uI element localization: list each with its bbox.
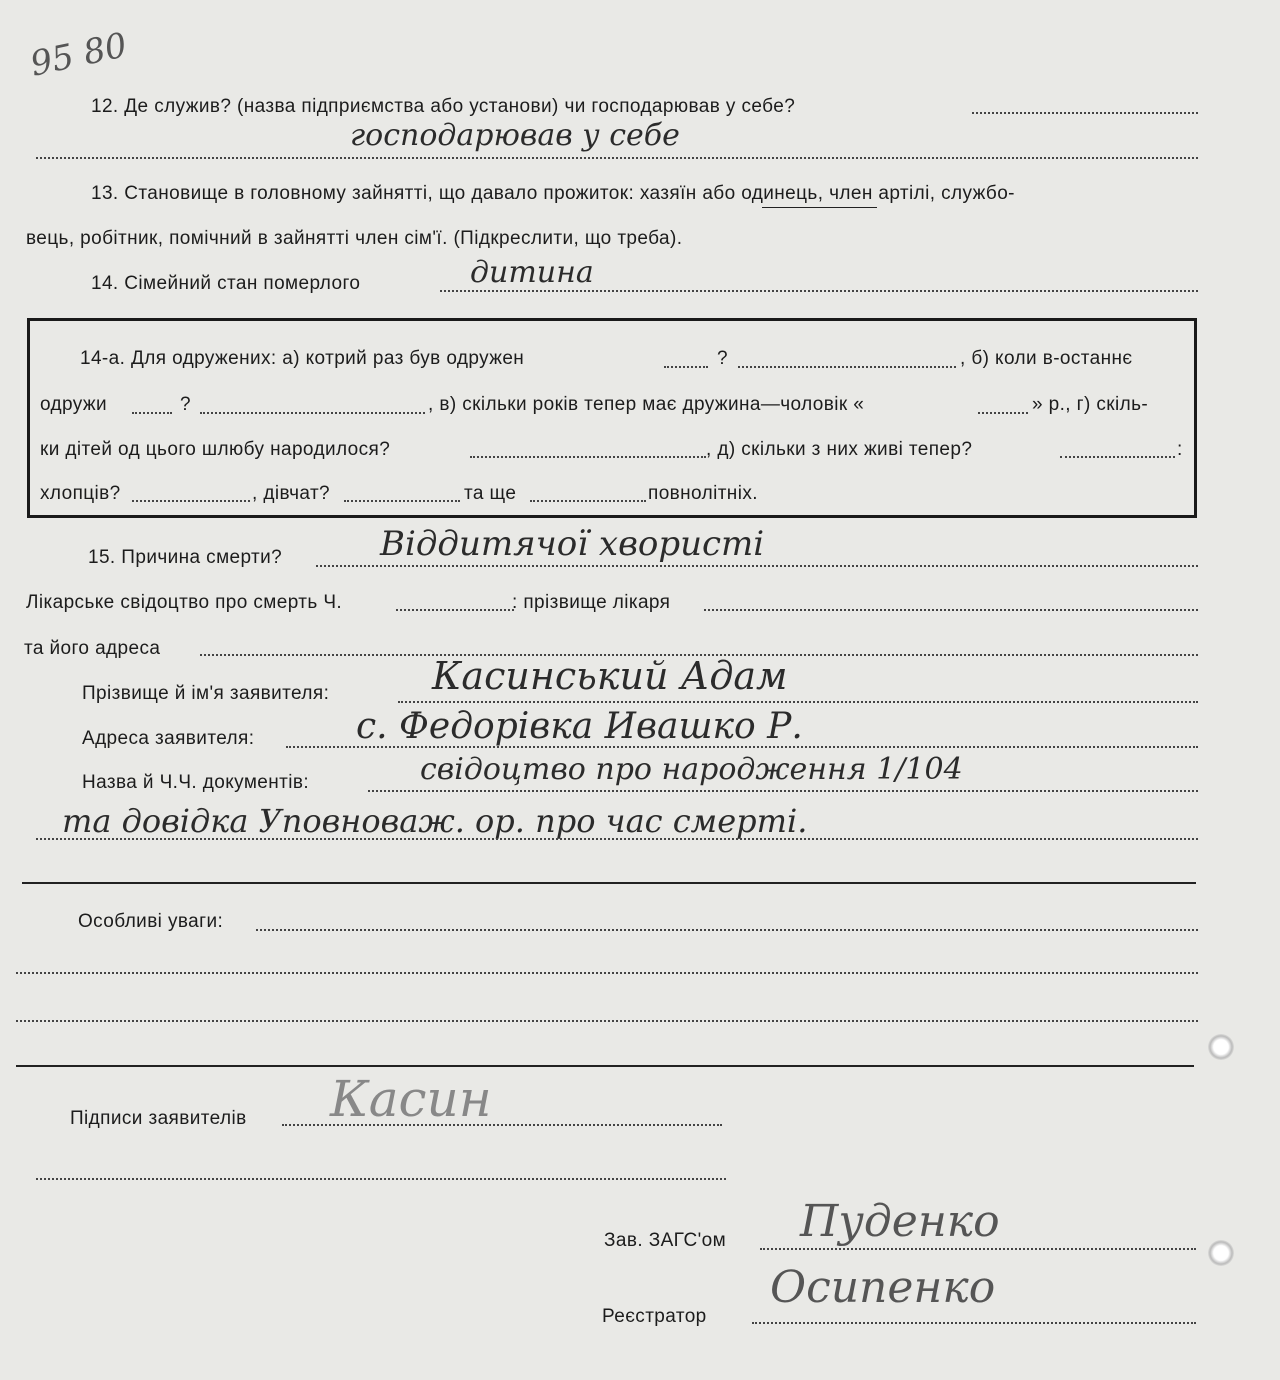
notes-dots1 — [256, 929, 1198, 931]
cert-label: Лікарське свідоцтво про смерть Ч. — [26, 592, 343, 613]
applicant-docs-dots — [368, 790, 1198, 792]
notes-dots3 — [16, 1020, 1198, 1022]
q14a-dots2 — [738, 366, 956, 368]
q14-dots — [440, 290, 1198, 292]
q14a-line4c: та ще — [464, 483, 517, 504]
section-divider-2 — [16, 1065, 1194, 1067]
head-label: Зав. ЗАГС'ом — [604, 1230, 727, 1251]
q14a-line4d: повнолітніх. — [648, 483, 758, 504]
q14a-line1a: 14-а. Для одружених: а) котрий раз був одружен — [80, 348, 525, 369]
q12-answer: господарював у себе — [350, 118, 680, 153]
q14a-line1c: , б) коли в-останнє — [960, 348, 1133, 369]
q14a-dots7 — [1060, 456, 1175, 458]
pin-hole-1 — [1208, 1034, 1234, 1060]
q14a-line2b: ? — [180, 394, 191, 415]
q14a-line4b: , дівчат? — [252, 483, 331, 504]
applicant-name-value: Касинський Адам — [432, 654, 788, 698]
q14a-dots9 — [344, 500, 460, 502]
q14a-line3c: : — [1177, 439, 1183, 460]
registrar-signature: Осипенко — [770, 1262, 996, 1313]
applicant-addr-label: Адреса заявителя: — [82, 728, 255, 749]
head-signature: Пуденко — [800, 1196, 1000, 1247]
q13-line2: вець, робітник, помічний в зайнятті член сім'ї. (Підкреслити, що треба). — [26, 228, 683, 249]
q14a-dots4 — [200, 412, 425, 414]
head-dots — [760, 1248, 1196, 1250]
registrar-label: Реєстратор — [602, 1306, 707, 1327]
q14a-line1b: ? — [717, 348, 728, 369]
q12-dots — [972, 112, 1198, 114]
notes-dots2 — [16, 972, 1198, 974]
q14a-dots5 — [978, 412, 1028, 414]
notes-label: Особливі уваги: — [78, 911, 224, 932]
pin-hole-2 — [1208, 1240, 1234, 1266]
applicant-docs-value2: та довідка Уповноваж. ор. про час смерті. — [62, 802, 808, 840]
q14a-dots1 — [664, 366, 708, 368]
applicant-signature: Касин — [330, 1070, 492, 1128]
section-divider-1 — [22, 882, 1196, 884]
q14-label: 14. Сімейний стан померлого — [91, 273, 361, 294]
q14a-line2a: одружи — [40, 394, 108, 415]
applicant-name-dots — [398, 701, 1198, 703]
applicant-docs-label: Назва й Ч.Ч. документів: — [82, 772, 310, 793]
q14-answer: дитина — [470, 255, 594, 290]
q15-dots — [316, 565, 1198, 567]
q13-underline — [762, 207, 877, 208]
q14a-line3b: , д) скільки з них живі тепер? — [706, 439, 973, 460]
corner-number: 95 80 — [26, 25, 131, 85]
q14a-dots6 — [470, 456, 706, 458]
q14a-line2d: » р., г) скіль- — [1032, 394, 1149, 415]
cert-doctor-dots — [704, 609, 1198, 611]
applicant-name-label: Прізвище й ім'я заявителя: — [82, 683, 330, 704]
q14a-dots8 — [132, 500, 250, 502]
signatures-label: Підписи заявителів — [70, 1108, 247, 1129]
address-label: та його адреса — [24, 638, 161, 659]
cert-doctor-label: : прізвище лікаря — [512, 592, 671, 613]
q14a-line2c: , в) скільки років тепер має дружина—чоловік « — [428, 394, 865, 415]
q15-answer: Віддитячої хвористі — [380, 524, 765, 564]
q12-line2 — [36, 157, 1198, 159]
signatures-dots2 — [36, 1178, 726, 1180]
cert-dots — [396, 609, 514, 611]
docs-dots2 — [36, 838, 1198, 840]
q14a-line4a: хлопців? — [40, 483, 121, 504]
applicant-addr-value: с. Федорівка Ивашко Р. — [356, 706, 803, 747]
applicant-docs-value1: свідоцтво про народження 1/104 — [420, 752, 963, 787]
registrar-dots — [752, 1322, 1196, 1324]
q14a-dots3 — [132, 412, 172, 414]
q14a-line3a: ки дітей од цього шлюбу народилося? — [40, 439, 391, 460]
q13-line1: 13. Становище в головному зайнятті, що давало прожиток: хазяїн або одинець, член артілі, службо- — [91, 183, 1015, 204]
q12-label: 12. Де служив? (назва підприємства або установи) чи господарював у себе? — [91, 96, 796, 117]
q15-label: 15. Причина смерти? — [88, 547, 283, 568]
q14a-dots10 — [530, 500, 646, 502]
